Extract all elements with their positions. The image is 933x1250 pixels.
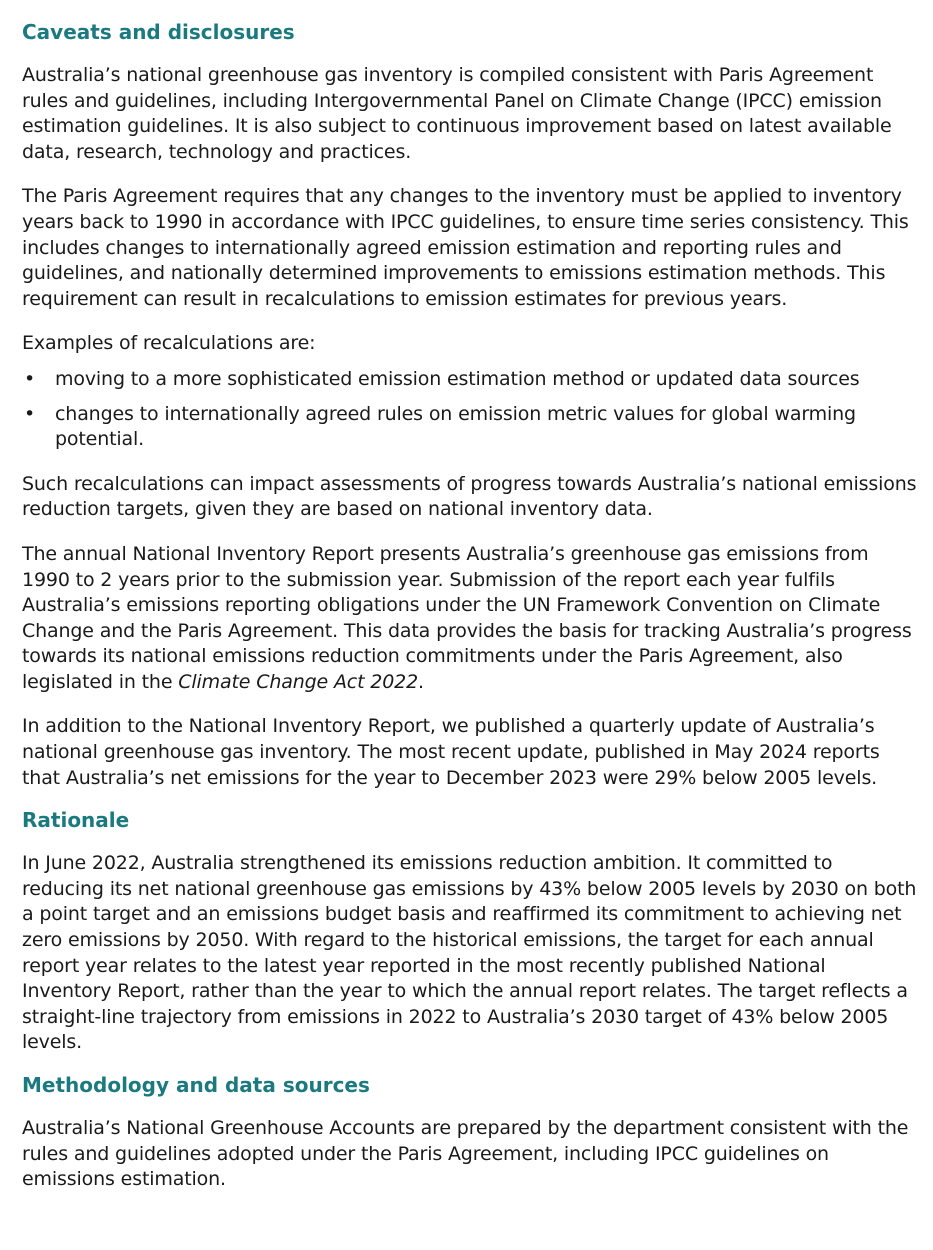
act-title: Climate Change Act 2022 [178,670,419,693]
list-item-text: changes to internationally agreed rules on emission metric values for global warming potential. [55,402,856,451]
rationale-heading: Rationale [22,808,130,833]
national-inventory-report-paragraph [22,542,919,696]
list-item [22,402,919,453]
nir-text: The annual National Inventory Report presents Australia’s greenhouse gas emissions from 1990 to 2 years prior to the submission year. Submission of the report each year fulfils Australia’s emissions reporting obligations under the UN Framework Convention on Climate Change and the Paris Agreement. This data provides the basis for tracking Australia’s progress towards its national emissions reduction commitments under the Paris Agreement, also legislated in the [22,542,912,693]
list-item-text: moving to a more sophisticated emission estimation method or updated data sources [55,367,860,390]
inventory-compliance-paragraph: Australia’s national greenhouse gas inventory is compiled consistent with Paris Agreement rules and guidelines, including Intergovernmental Panel on Climate Change (IPCC) emission estimation guidelines. It is also subject to continuous improvement based on latest available data, research, technology and practices. [22,64,892,163]
bullet-icon: • [24,367,36,390]
recalculation-impact-paragraph: Such recalculations can impact assessments of progress towards Australia’s national emissions reduction targets, given they are based on national inventory data. [22,472,917,521]
methodology-paragraph: Australia’s National Greenhouse Accounts are prepared by the department consistent with the rules and guidelines adopted under the Paris Agreement, including IPCC guidelines on emissions estimation. [22,1117,909,1191]
quarterly-update-paragraph: In addition to the National Inventory Report, we published a quarterly update of Australia’s national greenhouse gas inventory. The most recent update, published in May 2024 reports that Australia’s net emissions for the year to December 2023 were 29% below 2005 levels. [22,715,880,789]
paris-agreement-paragraph: The Paris Agreement requires that any changes to the inventory must be applied to inventory years back to 1990 in accordance with IPCC guidelines, to ensure time series consistency. This includes changes to internationally agreed emission estimation and reporting rules and guidelines, and nationally determined improvements to emissions estimation methods. This requirement can result in recalculations to emission estimates for previous years. [22,185,909,310]
methodology-heading: Methodology and data sources [22,1073,370,1097]
recalculation-examples-list [22,367,919,453]
nir-text-end: . [418,670,424,693]
recalculation-examples-intro: Examples of recalculations are: [22,332,316,355]
rationale-paragraph: In June 2022, Australia strengthened its emissions reduction ambition. It committed to reducing its net national greenhouse gas emissions by 43% below 2005 levels by 2030 on both a point target and an emissions budget basis and reaffirmed its commitment to achieving net zero emissions by 2050. With regard to the historical emissions, the target for each annual report year relates to the latest year reported in the most recently published National Inventory Report, rather than the year to which the annual report relates. The target reflects a straight-line trajectory from emissions in 2022 to Australia’s 2030 target of 43% below 2005 levels. [22,852,917,1054]
caveats-heading: Caveats and disclosures [22,20,295,44]
bullet-icon: • [24,402,36,425]
list-item [22,367,919,393]
